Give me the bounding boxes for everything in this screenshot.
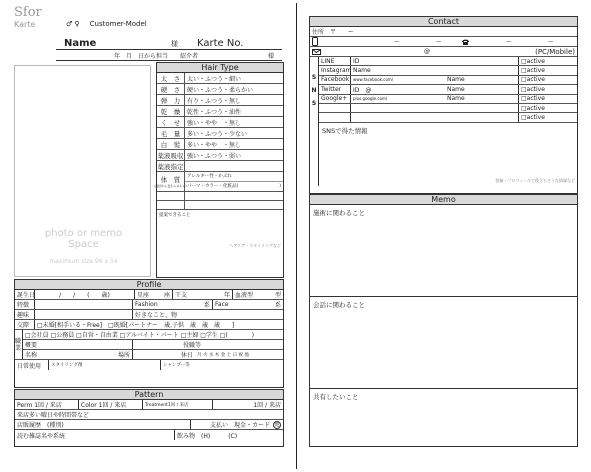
busy-label[interactable]: 来店多い曜日や時間帯など <box>17 412 90 419</box>
sns-field2[interactable] <box>445 57 519 65</box>
shokugyo-options[interactable]: □会社員 □公務員 □自営・自由業 □アルバイト・パート □主婦 □学生 □( ) <box>25 332 255 339</box>
sns-active-checkbox[interactable]: □active <box>521 57 545 65</box>
seiza-label: 星座 <box>137 292 150 299</box>
photo-line1: photo or memo <box>44 228 123 239</box>
sns-block <box>310 57 577 123</box>
sns-vertical-label: S N S <box>310 57 319 123</box>
sns-field2[interactable] <box>445 66 519 74</box>
likes-label[interactable]: 好きなこと、物 <box>135 312 178 319</box>
hair-care-note: ヘアケア・スタイリングなど <box>229 243 281 248</box>
hair-type-row <box>157 161 283 172</box>
phone-row <box>310 37 577 47</box>
magazine-row <box>15 430 283 440</box>
sns-field1[interactable]: Name <box>353 67 371 75</box>
hair-type-section <box>156 62 284 278</box>
sns-info-block <box>310 123 577 186</box>
sns-rows <box>319 57 577 123</box>
sns-active-checkbox[interactable]: □active <box>521 76 545 84</box>
sns-field2[interactable] <box>445 113 519 121</box>
sama2-label: 様 <box>268 53 275 60</box>
photo-line2: Space <box>68 239 99 250</box>
sns-active-checkbox[interactable]: □active <box>521 67 545 75</box>
phone-icon <box>444 37 472 46</box>
sns-field2[interactable]: Name <box>445 95 519 103</box>
contact-section <box>309 16 578 194</box>
hair-type-label: 白 髪 <box>157 139 185 149</box>
hair-type-options[interactable]: 硬い・ふつう・柔らかい <box>187 86 254 94</box>
payment-cell[interactable]: 支払い 現金・カード 他 <box>209 422 280 429</box>
hair-type-options[interactable]: 有り・ふつう・無し <box>187 97 242 105</box>
kouyu-options[interactable]: □未婚[相手いる・Free] □既婚[パートナー 歳,子供 歳 歳 歳 ] <box>37 322 235 329</box>
memo-shared[interactable]: 共有したいこと <box>313 393 359 401</box>
phone-dash2[interactable]: ー <box>547 39 554 46</box>
hair-type-label: く せ <box>157 117 185 127</box>
sama-label: 様 <box>171 40 178 48</box>
hair-type-row <box>157 73 283 84</box>
sns-field1[interactable] <box>351 104 445 112</box>
hair-type-row <box>157 117 283 128</box>
sns-row <box>319 76 577 85</box>
hair-type-rows <box>157 73 283 172</box>
blood-suffix[interactable]: 型 <box>274 292 281 299</box>
basho-label[interactable]: 場所 <box>83 350 133 359</box>
hair-type-label: 硬 さ <box>157 84 185 94</box>
sns-active-checkbox[interactable]: □active <box>521 104 545 112</box>
drink-label[interactable]: 飲み物 (H) (C) <box>177 432 238 440</box>
memo-conversation[interactable]: 会話に関わること <box>310 297 577 389</box>
address-row[interactable] <box>310 27 577 37</box>
mobile-dash2[interactable]: ー <box>435 39 442 46</box>
shampoo-label[interactable]: シャンプー等 <box>163 363 190 368</box>
hair-type-label: 薬液吸収 <box>157 151 184 160</box>
history-row <box>15 420 283 430</box>
hair-type-label: 太 さ <box>157 73 185 83</box>
taishitsu-row <box>154 172 283 192</box>
birthday-label: 誕生日 <box>17 292 36 299</box>
photo-space[interactable] <box>14 65 151 277</box>
feature-value[interactable] <box>35 300 133 309</box>
gaiyo-row <box>23 340 283 350</box>
yakushoku-label[interactable]: 役職等 <box>183 342 202 349</box>
email-at[interactable]: @ <box>424 48 430 55</box>
sns-row <box>319 66 577 75</box>
eto-label: 干支 <box>175 292 188 299</box>
hobby-label: 趣味 <box>15 310 35 319</box>
feature-row <box>15 300 283 310</box>
sns-row <box>319 113 577 122</box>
karte-no-label: Karte No. <box>197 38 244 49</box>
treatment-visit[interactable]: Treatment1回 / 来店 <box>143 400 213 409</box>
birthday-row <box>15 290 283 300</box>
sns-info-box[interactable] <box>319 123 577 186</box>
styling-label[interactable]: スタイリング剤 <box>49 360 161 370</box>
sns-field1[interactable]: ID <box>353 57 360 65</box>
kekka-label: 提案できること <box>159 213 191 218</box>
hair-type-label: 乾 燥 <box>157 106 185 116</box>
mobile-icon <box>310 37 322 46</box>
taishitsu-line1[interactable]: アレルギー性・かぶれ <box>185 172 283 182</box>
daily-label: 日常使用 <box>15 360 49 370</box>
hair-type-options[interactable]: 強い・やや ・無し <box>187 119 242 127</box>
shokugyo-options-row <box>23 330 283 340</box>
profile-title: Profile <box>15 280 283 290</box>
hair-type-label: 毛 量 <box>157 128 185 138</box>
hobby-value[interactable] <box>35 310 133 319</box>
brand-logo <box>14 6 54 34</box>
header-title: Customer-Model <box>89 20 147 28</box>
sns-field1[interactable]: plus.google.com/ <box>353 96 388 102</box>
sns-label: Twitter <box>319 85 351 93</box>
sns-row <box>319 85 577 94</box>
memo-title: Memo <box>310 194 577 205</box>
meisho-row <box>23 350 283 359</box>
hobby-row <box>15 310 283 320</box>
face-suffix[interactable]: 系 <box>274 302 281 309</box>
sns-label: Google+ <box>319 95 351 103</box>
page-separator <box>296 3 297 469</box>
hair-type-options[interactable]: 多い・ふつう・少ない <box>187 130 248 138</box>
visit-row <box>15 400 283 410</box>
sns-field1[interactable] <box>351 113 445 121</box>
hair-type-label: 薬液指定 <box>157 162 184 171</box>
sns-label <box>319 113 351 121</box>
date-label: 年 月 日から担当 <box>113 53 168 60</box>
seiza-suffix[interactable]: 座 <box>151 290 173 299</box>
contact-title: Contact <box>310 17 577 27</box>
hair-type-row <box>157 95 283 106</box>
address-label: 住所 〒 ー <box>312 29 355 36</box>
daily-row <box>15 360 283 370</box>
shokai-label: 紹介者 <box>180 53 199 60</box>
hair-type-options[interactable] <box>185 161 283 171</box>
hair-type-title: Hair Type <box>157 63 283 73</box>
magazine-label[interactable]: 読む雑誌名や系統 <box>15 430 175 440</box>
hair-type-options[interactable]: 多い・やや ・無し <box>187 141 242 149</box>
blood-label: 血液型 <box>235 292 254 299</box>
profile-section <box>14 279 284 388</box>
sns-field2[interactable]: Name <box>445 85 519 93</box>
sns-label: LINE <box>319 57 351 65</box>
pattern-title: Pattern <box>15 390 283 400</box>
sns-row <box>319 57 577 66</box>
other-visit[interactable]: 1回 / 来店 <box>253 402 281 409</box>
pc-mobile-label: (PC/Mobile) <box>535 47 575 56</box>
perm-visit[interactable]: Perm 1回 / 来店 <box>15 400 79 409</box>
gaiyo-label[interactable]: 概要 <box>23 340 133 349</box>
sns-active-checkbox[interactable]: □active <box>521 95 545 103</box>
pattern-section <box>14 389 284 447</box>
hair-type-row <box>157 106 283 117</box>
sns-label: Facebook <box>321 76 350 84</box>
sns-field1[interactable]: ID @ <box>353 86 372 94</box>
sns-info-note: 投稿・プロフィールで役立ちそうな情報など <box>495 178 575 183</box>
history-label[interactable]: 店販履歴 (種別) <box>15 420 191 429</box>
meisho-label[interactable]: 名称 <box>25 352 38 359</box>
feature-label: 特徴 <box>15 300 35 309</box>
blank-row-2[interactable] <box>157 201 283 210</box>
shokugyo-label: 職業 <box>15 330 23 359</box>
karte-text: Karte <box>14 20 36 29</box>
color-visit[interactable]: Color 1回 / 来店 <box>79 400 143 409</box>
sns-active-checkbox[interactable]: □active <box>521 114 545 122</box>
email-row <box>310 47 577 57</box>
busy-row <box>15 410 283 420</box>
sns-active-checkbox[interactable]: □active <box>521 85 545 93</box>
hair-type-row <box>157 139 283 150</box>
memo-section <box>309 194 578 447</box>
kekka-box[interactable] <box>157 210 283 250</box>
sns-row <box>319 104 577 113</box>
kouyu-label: 交際 <box>15 320 35 329</box>
hair-type-options[interactable]: 乾性・ふつう・油性 <box>187 108 242 116</box>
hair-type-row <box>157 128 283 139</box>
kouyu-row <box>15 320 283 330</box>
sns-field2[interactable] <box>445 104 519 112</box>
logo-text: Sfor <box>14 5 42 20</box>
name-row <box>56 38 282 50</box>
sns-label <box>319 104 351 112</box>
shokugyo-block <box>15 330 283 360</box>
gender-icon: ♂ ♀ <box>66 20 80 28</box>
memo-treatment[interactable]: 施術に関わること <box>310 205 577 297</box>
blank-row-1[interactable] <box>157 192 283 201</box>
phone-dash1[interactable]: ー <box>505 39 512 46</box>
hair-type-label: 弾 力 <box>157 95 185 105</box>
sns-field1[interactable]: www.facebook.com/ <box>353 77 394 83</box>
sns-label: Instagram <box>321 67 352 75</box>
hair-type-options[interactable]: 強い・ふつう・弱い <box>187 152 242 160</box>
mobile-dash1[interactable]: ー <box>393 39 400 46</box>
sns-row <box>319 95 577 104</box>
payment-other-badge: 他 <box>274 422 280 428</box>
taishitsu-label: 体 質 (前回から変わらぬもの) <box>157 172 185 191</box>
fashion-suffix[interactable]: 系 <box>173 300 213 309</box>
birthday-value[interactable]: / / ( 歳) <box>35 290 135 299</box>
hair-type-row <box>157 84 283 95</box>
kyujitsu-cell[interactable]: 休日 月 火 水 木 金 土 日 祝 他 <box>181 352 249 359</box>
mail-icon <box>310 47 322 56</box>
fashion-label: Fashion <box>135 301 158 308</box>
hair-type-row <box>157 150 283 161</box>
date-row <box>56 51 282 61</box>
photo-size-note: maximum size 96 x 54 <box>49 258 118 265</box>
sns-field2[interactable]: Name <box>445 76 519 84</box>
hair-type-options[interactable]: 太い・ふつう・細い <box>187 75 242 83</box>
name-label: Name <box>64 38 97 49</box>
taishitsu-line2[interactable]: パーマ・カラー・化粧品( ) <box>187 183 281 190</box>
header-title-row <box>66 20 186 30</box>
face-label: Face <box>215 301 229 308</box>
eto-suffix[interactable]: 年 <box>189 290 233 299</box>
sns-info-label: SNSで得た情報 <box>322 127 368 135</box>
